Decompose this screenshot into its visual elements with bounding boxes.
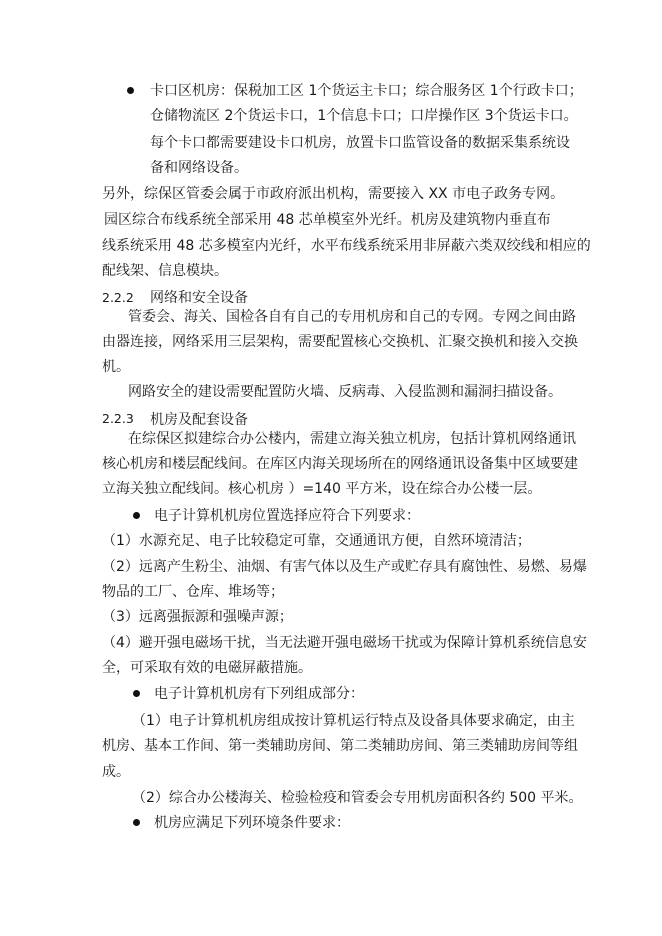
location-req-3: （3）远离强振源和强噪声源； bbox=[102, 609, 293, 625]
bullet-icon bbox=[127, 87, 134, 94]
room-line-3: 立海关独立配线间。核心机房 ）=140 平方米，设在综合办公楼一层。 bbox=[102, 481, 542, 497]
composition-bullet-text: 电子计算机机房有下列组成部分： bbox=[154, 686, 364, 702]
network-line-2: 由器连接，网络采用三层架构，需要配置核心交换机、汇聚交换机和接入交换 bbox=[102, 334, 578, 350]
location-req-1: （1）水源充足、电子比较稳定可靠，交通通讯方便，自然环境清洁； bbox=[102, 533, 531, 549]
location-req-2-line-2: 物品的工厂、仓库、堆场等； bbox=[102, 584, 284, 600]
composition-item-2: （2）综合办公楼海关、检验检疫和管委会专用机房面积各约 500 平米。 bbox=[132, 790, 583, 806]
bullet-icon bbox=[133, 512, 140, 519]
section-number-222: 2.2.2 bbox=[102, 290, 134, 305]
section-title-223: 机房及配套设备 bbox=[150, 412, 248, 428]
room-line-2: 核心机房和楼层配线间。在库区内海关现场所在的网络通讯设备集中区域要建 bbox=[102, 456, 578, 472]
security-paragraph: 网路安全的建设需要配置防火墙、反病毒、入侵监测和漏洞扫描设备。 bbox=[128, 384, 562, 400]
location-req-4-line-2: 全，可采取有效的电磁屏蔽措施。 bbox=[102, 660, 312, 676]
location-req-2-line-1: （2）远离产生粉尘、油烟、有害气体以及生产或贮存具有腐蚀性、易燃、易爆 bbox=[102, 559, 587, 575]
cabling-line-1: 园区综合布线系统全部采用 48 芯单模室外光纤。机房及建筑物内垂直布 bbox=[104, 212, 551, 228]
bullet-icon bbox=[133, 819, 140, 826]
section-title-222: 网络和安全设备 bbox=[150, 290, 248, 306]
location-req-4-line-1: （4）避开强电磁场干扰，当无法避开强电磁场干扰或为保障计算机系统信息安 bbox=[102, 635, 587, 651]
checkpoint-line-3: 每个卡口都需要建设卡口机房，放置卡口监管设备的数据采集系统设 bbox=[150, 135, 570, 151]
composition-item-1-line-1: （1）电子计算机机房组成按计算机运行特点及设备具体要求确定，由主 bbox=[132, 713, 575, 729]
network-line-3: 机。 bbox=[102, 359, 130, 375]
checkpoint-line-2: 仓储物流区 2个货运卡口，1个信息卡口；口岸操作区 3个货运卡口。 bbox=[150, 108, 578, 124]
bullet-icon bbox=[133, 690, 140, 697]
composition-item-1-line-2: 机房、基本工作间、第一类辅助房间、第二类辅助房间、第三类辅助房间等组 bbox=[102, 738, 578, 754]
egov-paragraph: 另外，综保区管委会属于市政府派出机构，需要接入 XX 市电子政务专网。 bbox=[102, 186, 565, 202]
composition-item-1-line-3: 成。 bbox=[102, 764, 130, 780]
environment-bullet-text: 机房应满足下列环境条件要求： bbox=[154, 815, 350, 831]
checkpoint-line-1: 卡口区机房：保税加工区 1个货运主卡口；综合服务区 1个行政卡口； bbox=[150, 83, 583, 99]
cabling-line-2: 线系统采用 48 芯多模室内光纤，水平布线系统采用非屏蔽六类双绞线和相应的 bbox=[102, 238, 591, 254]
cabling-line-3: 配线架、信息模块。 bbox=[102, 263, 228, 279]
network-line-1: 管委会、海关、国检各自有自己的专用机房和自己的专网。专网之间由路 bbox=[128, 309, 576, 325]
room-line-1: 在综保区拟建综合办公楼内，需建立海关独立机房，包括计算机网络通讯 bbox=[128, 431, 576, 447]
checkpoint-line-4: 备和网络设备。 bbox=[150, 160, 248, 176]
section-number-223: 2.2.3 bbox=[102, 411, 134, 426]
location-bullet-text: 电子计算机机房位置选择应符合下列要求： bbox=[154, 508, 420, 524]
